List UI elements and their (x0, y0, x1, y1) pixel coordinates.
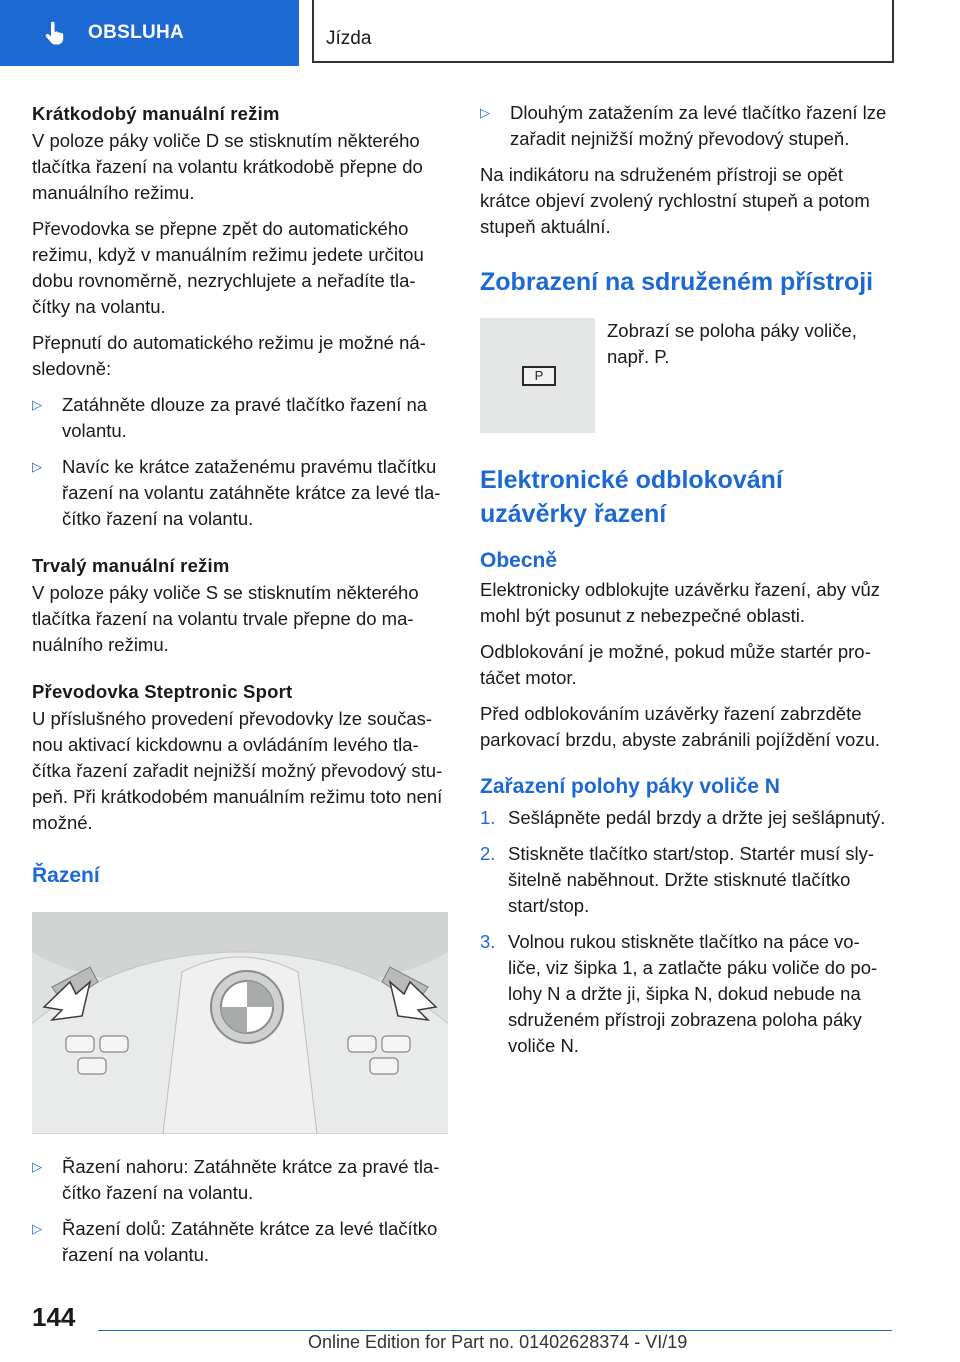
bullet-triangle-icon: ▷ (32, 1159, 42, 1174)
paragraph: Odblokování je možné, pokud může startér pro‐ táčet motor. (480, 641, 871, 688)
heading-elektronicke: Elektronické odblokování uzávěrky řazení (480, 466, 783, 528)
chapter-title: Jízda (326, 28, 372, 49)
instrument-cluster-image (480, 318, 595, 433)
paragraph: U příslušného provedení převodovky lze součas‐ nou aktivací kickdownu a ovládáním levého tla‐ čítka řazení zařadit nejnižší možný převodový stu‐ peň. Při krátkodobém manuálním režimu toto není možné. (32, 708, 443, 833)
display-illustration-row (480, 318, 896, 433)
heading-kratkodoby: Krátkodobý manuální režim (32, 103, 280, 124)
right-column (480, 100, 896, 1069)
footer-divider (98, 1330, 892, 1331)
heading-zarazeni: Zařazení polohy páky voliče N (480, 775, 780, 798)
chapter-box (312, 0, 894, 63)
hand-pointer-icon (42, 20, 68, 46)
paragraph: V poloze páky voliče D se stisknutím některého tlačítka řazení na volantu krátkodobě přepne do manuálního režimu. (32, 130, 423, 203)
heading-zobrazeni: Zobrazení na sdruženém přístroji (480, 268, 874, 296)
list-item: 1. Sešlápněte pedál brzdy a držte jej sešlápnutý. (480, 807, 886, 828)
page-number: 144 (32, 1302, 76, 1332)
heading-steptronic: Převodovka Steptronic Sport (32, 681, 293, 702)
gear-indicator: P (522, 366, 556, 386)
bullet-triangle-icon: ▷ (480, 105, 490, 120)
list-item: 2. Stiskněte tlačítko start/stop. Startér musí sly‐ šitelně naběhnout. Držte stisknuté tlačítko start/stop. (480, 843, 875, 916)
list-item: ▷ Zatáhněte dlouze za pravé tlačítko řazení na volantu. (32, 392, 448, 444)
paragraph: Na indikátoru na sdruženém přístroji se opět krátce objeví zvolený rychlostní stupeň a potom stupeň aktuální. (480, 164, 870, 237)
paragraph: Přepnutí do automatického režimu je možné ná‐ sledovně: (32, 332, 426, 379)
left-column (32, 100, 448, 1278)
paragraph: Elektronicky odblokujte uzávěrku řazení, aby vůz mohl být posunut z nebezpečné oblasti. (480, 579, 881, 626)
heading-obecne: Obecně (480, 549, 558, 572)
bullet-triangle-icon: ▷ (32, 397, 42, 412)
bullet-triangle-icon: ▷ (32, 459, 42, 474)
bullet-triangle-icon: ▷ (32, 1221, 42, 1236)
heading-trvaly: Trvalý manuální režim (32, 555, 230, 576)
steering-wheel-illustration (32, 912, 448, 1134)
list-item: ▷ Řazení dolů: Zatáhněte krátce za levé tlačítko řazení na volantu. (32, 1216, 448, 1268)
section-tab[interactable] (0, 0, 299, 66)
list-item: ▷ Dlouhým zatažením za levé tlačítko řazení lze zařadit nejnižší možný převodový stupeň. (480, 100, 896, 152)
list-item: ▷ Řazení nahoru: Zatáhněte krátce za pravé tla‐ čítko řazení na volantu. (32, 1154, 448, 1206)
list-item: ▷ Navíc ke krátce zataženému pravému tlačítku řazení na volantu zatáhněte krátce za levé tla‐ čítko řazení na volantu. (32, 454, 448, 532)
page-header (0, 0, 960, 66)
list-item: 3. Volnou rukou stiskněte tlačítko na páce vo‐ liče, viz šipka 1, a zatlačte páku voliče do po‐ lohy N a držte ji, šipka N, dokud nebude na sdruženém přístroji zobrazena poloha páky voliče N. (480, 931, 878, 1056)
paragraph: Před odblokováním uzávěrky řazení zabrzděte parkovací brzdu, abyste zabránili pojíždění vozu. (480, 703, 881, 750)
paragraph: V poloze páky voliče S se stisknutím některého tlačítka řazení na volantu trvale přepne do ma‐ nuálního režimu. (32, 582, 419, 655)
paragraph: Převodovka se přepne zpět do automatického režimu, když v manuálním režimu jedete určitou dobu rovnoměrně, nezrychlujete a neřadíte tla‐ čítky na volantu. (32, 218, 424, 317)
section-tab-label: OBSLUHA (88, 22, 185, 43)
heading-razeni: Řazení (32, 864, 100, 887)
paragraph: Zobrazí se poloha páky voliče, např. P. (607, 320, 857, 367)
footer-edition: Online Edition for Part no. 01402628374 - VI/19 (308, 1332, 688, 1352)
